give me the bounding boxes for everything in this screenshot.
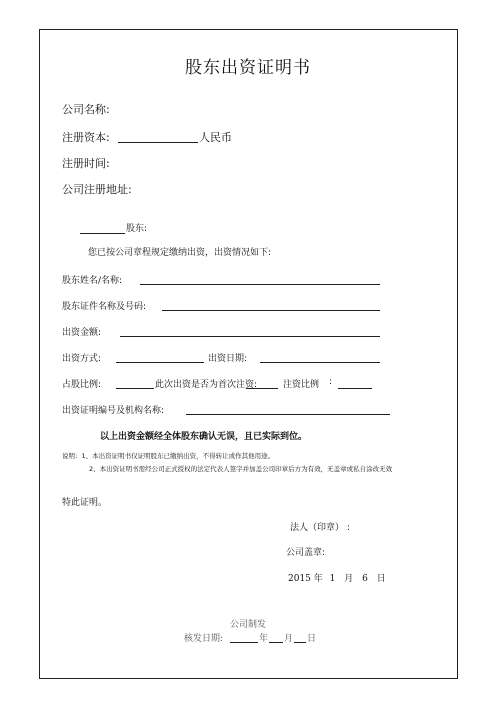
footer-month-blank [269,642,283,643]
shareholder-name-line [140,284,380,285]
date-year: 2015 [288,574,311,584]
registration-time-label: 注册时间: [62,157,110,170]
date-year-char: 年 [313,574,323,584]
method-label: 出资方式: [62,354,102,364]
date-label: 出资日期: [208,354,248,364]
legal-rep-label: 法人（印章） : [290,523,350,533]
document-title: 股东出资证明书 [185,58,311,78]
footer-year-char: 年 [259,634,269,644]
intro-text: 您已按公司章程规定缴纳出资，出资情况如下: [88,248,272,258]
note-1: 说明：1、本出资证明书仅证明股东已缴纳出资，不得转让或作其他用途。 [62,452,275,460]
document-frame [39,29,458,679]
footer-month-char: 月 [284,634,294,644]
made-by: 公司制发 [230,620,267,630]
company-seal-label: 公司盖章: [286,548,326,558]
footer-issue-date-label: 核发日期: [184,634,224,644]
date-day-char: 日 [376,574,386,584]
amount-line [120,336,380,337]
registered-address-label: 公司注册地址: [62,183,132,196]
shareholder-name-blank [80,233,125,234]
id-doc-line [162,310,380,311]
share-ratio-line [116,388,154,389]
registered-capital-label: 注册资本: [62,131,110,144]
first-question-label: 此次出资是否为首次注资: [155,380,258,390]
note-2: 2、本出资证明书需经公司正式授权的法定代表人签字并加盖公司印章后方为有效，无盖章或私自涂改无效 [89,465,393,473]
cert-number-label: 出资证明编号及机构名称: [62,406,165,416]
date-month: 1 [329,574,336,584]
registered-ratio-colon: : [329,377,333,387]
registered-ratio-label: 注资比例 [283,380,320,390]
confirmation-text: 以上出资金额经全体股东确认无误，且已实际到位。 [100,432,308,442]
date-day: 6 [362,574,368,584]
id-doc-label: 股东证件名称及号码: [62,302,147,312]
cert-number-line [186,414,390,415]
date-month-char: 月 [344,574,354,584]
shareholder-name-label: 股东姓名/名称: [62,276,123,286]
certify-text: 特此证明。 [62,498,108,508]
date-line [260,362,380,363]
company-name-label: 公司名称: [62,103,110,116]
shareholder-label: 股东: [126,224,148,234]
footer-year-blank [230,642,258,643]
method-line [116,362,204,363]
amount-label: 出资金额: [62,328,102,338]
registered-capital-unit: 人民币 [199,131,232,144]
issue-date [288,571,386,584]
share-ratio-label: 占股比例: [62,380,102,390]
registered-ratio-line [338,388,372,389]
first-question-line [246,388,278,389]
footer-day-blank [294,642,306,643]
footer-day-char: 日 [307,634,317,644]
registered-capital-blank [118,142,198,143]
